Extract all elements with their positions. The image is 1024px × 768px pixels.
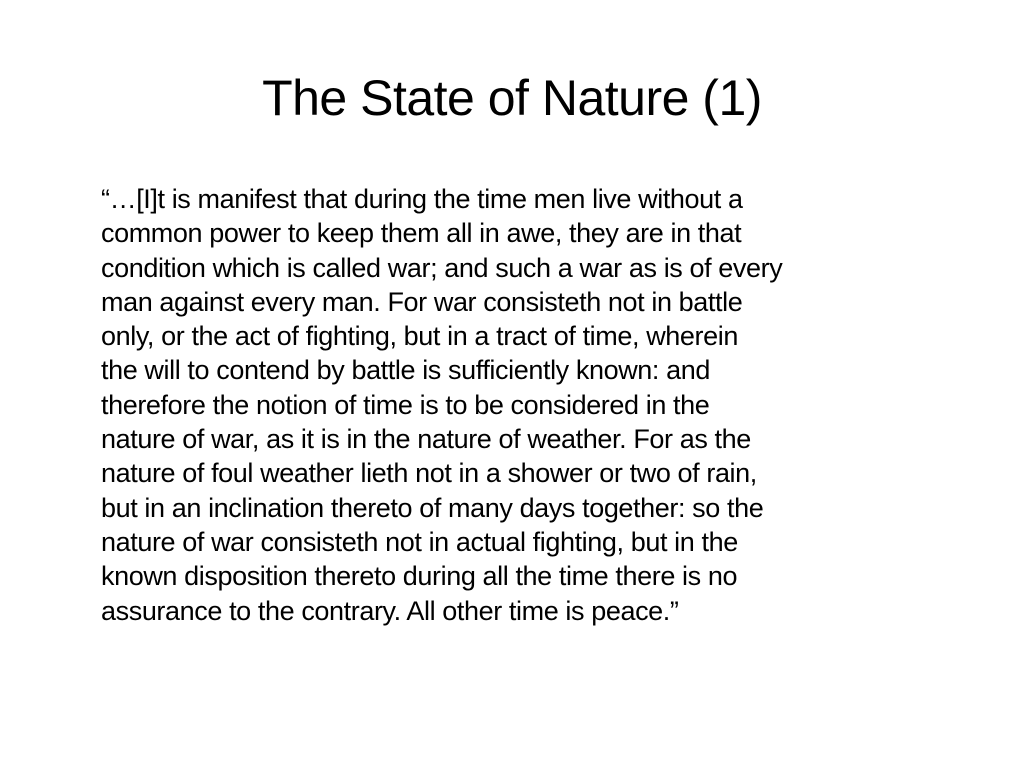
quote-line: assurance to the contrary. All other time is peace.” xyxy=(101,595,679,626)
quote-line: condition which is called war; and such a war as is of every xyxy=(101,252,783,283)
quote-line: “…[I]t is manifest that during the time men live without a xyxy=(101,184,743,214)
quote-line: only, or the act of fighting, but in a tract of time, wherein xyxy=(101,321,738,352)
quote-line: common power to keep them all in awe, they are in that xyxy=(101,218,742,249)
quote-line: known disposition thereto during all the time there is no xyxy=(101,561,738,592)
quote-line: but in an inclination thereto of many days together: so the xyxy=(101,492,764,523)
quote-line: the will to contend by battle is sufficiently known: and xyxy=(101,355,710,386)
quote-line: therefore the notion of time is to be considered in the xyxy=(101,389,710,420)
quote-line: man against every man. For war consisteth not in battle xyxy=(101,286,743,317)
quote-line: nature of war, as it is in the nature of weather. For as the xyxy=(101,424,751,455)
quote-line: nature of war consisteth not in actual fighting, but in the xyxy=(101,526,738,557)
slide-title: The State of Nature (1) xyxy=(262,70,762,126)
quote-body xyxy=(101,182,951,628)
quote-line: nature of foul weather lieth not in a shower or two of rain, xyxy=(101,458,757,489)
